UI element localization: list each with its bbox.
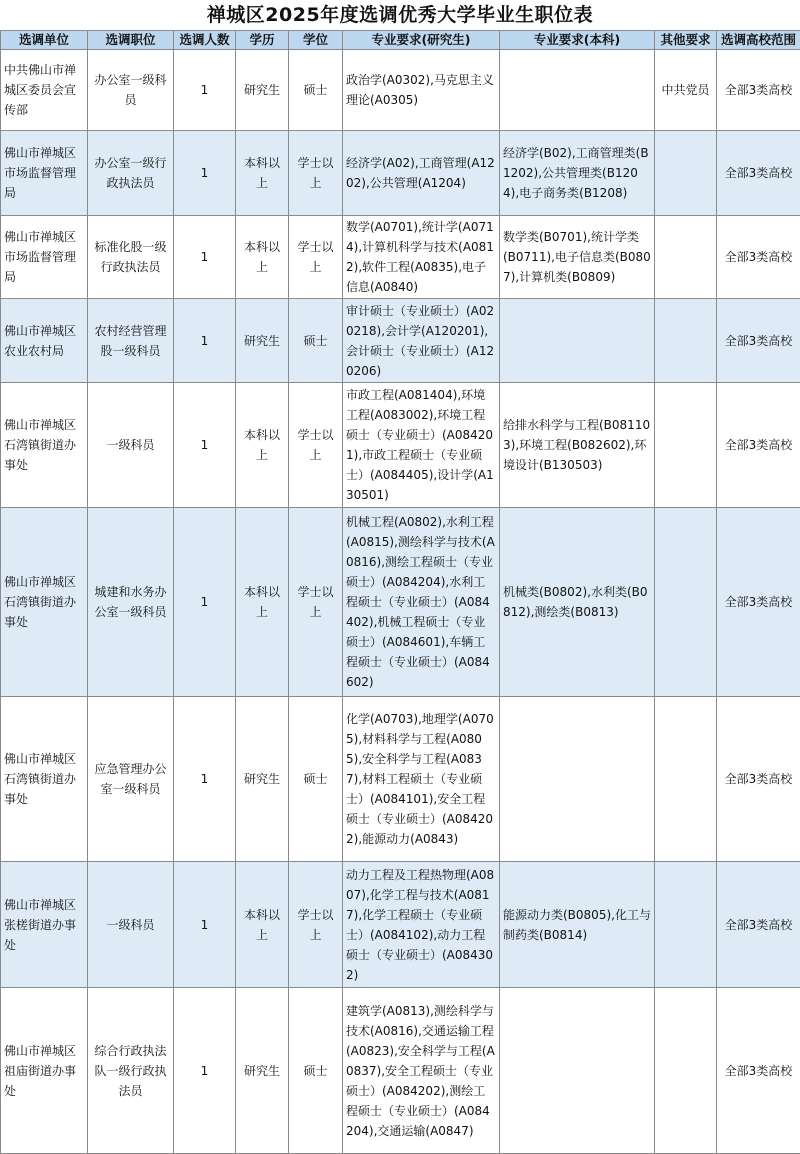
cell-other: [655, 383, 717, 508]
cell-education: 本科以上: [236, 862, 289, 988]
page-title: 禅城区2025年度选调优秀大学毕业生职位表: [0, 0, 800, 30]
cell-degree: 硕士: [289, 988, 343, 1154]
cell-count: 1: [174, 697, 236, 862]
cell-major-ug: 经济学(B02),工商管理类(B1202),公共管理类(B1204),电子商务类(B1208): [500, 131, 655, 216]
cell-other: [655, 216, 717, 299]
cell-education: 本科以上: [236, 508, 289, 697]
cell-degree: 学士以上: [289, 383, 343, 508]
cell-other: [655, 988, 717, 1154]
table-row: [1, 988, 800, 1154]
cell-schools: 全部3类高校: [717, 988, 800, 1154]
cell-degree: 硕士: [289, 697, 343, 862]
cell-count: 1: [174, 508, 236, 697]
cell-other: [655, 508, 717, 697]
cell-education: 研究生: [236, 50, 289, 131]
cell-unit: 佛山市禅城区市场监督管理局: [1, 216, 88, 299]
cell-position: 农村经营管理股一级科员: [88, 299, 174, 383]
cell-major-grad: 市政工程(A081404),环境工程(A083002),环境工程硕士（专业硕士）(A084201),市政工程硕士（专业硕士）(A084405),设计学(A130501): [343, 383, 500, 508]
cell-schools: 全部3类高校: [717, 862, 800, 988]
cell-degree: 学士以上: [289, 131, 343, 216]
cell-schools: 全部3类高校: [717, 50, 800, 131]
cell-education: 本科以上: [236, 383, 289, 508]
cell-education: 本科以上: [236, 216, 289, 299]
cell-unit: 佛山市禅城区石湾镇街道办事处: [1, 383, 88, 508]
cell-schools: 全部3类高校: [717, 216, 800, 299]
cell-schools: 全部3类高校: [717, 383, 800, 508]
header-major-ug: 专业要求(本科): [500, 31, 655, 50]
cell-other: [655, 697, 717, 862]
cell-count: 1: [174, 131, 236, 216]
cell-position: 应急管理办公室一级科员: [88, 697, 174, 862]
cell-position: 综合行政执法队一级行政执法员: [88, 988, 174, 1154]
cell-unit: 中共佛山市禅城区委员会宣传部: [1, 50, 88, 131]
cell-major-grad: 动力工程及工程热物理(A0807),化学工程与技术(A0817),化学工程硕士（专业硕士）(A084102),动力工程硕士（专业硕士）(A084302): [343, 862, 500, 988]
header-position: 选调职位: [88, 31, 174, 50]
header-other: 其他要求: [655, 31, 717, 50]
cell-major-grad: 政治学(A0302),马克思主义理论(A0305): [343, 50, 500, 131]
table-row: [1, 862, 800, 988]
cell-major-grad: 建筑学(A0813),测绘科学与技术(A0816),交通运输工程(A0823),安全科学与工程(A0837),安全工程硕士（专业硕士）(A084202),测绘工程硕士（专业硕士）(A084204),交通运输(A0847): [343, 988, 500, 1154]
cell-count: 1: [174, 988, 236, 1154]
header-schools: 选调高校范围: [717, 31, 800, 50]
cell-major-ug: 数学类(B0701),统计学类(B0711),电子信息类(B0807),计算机类(B0809): [500, 216, 655, 299]
cell-count: 1: [174, 862, 236, 988]
cell-unit: 佛山市禅城区石湾镇街道办事处: [1, 508, 88, 697]
cell-major-ug: [500, 299, 655, 383]
header-education: 学历: [236, 31, 289, 50]
cell-education: 研究生: [236, 988, 289, 1154]
cell-major-ug: [500, 697, 655, 862]
cell-count: 1: [174, 383, 236, 508]
header-major-grad: 专业要求(研究生): [343, 31, 500, 50]
table-row: [1, 50, 800, 131]
cell-unit: 佛山市禅城区石湾镇街道办事处: [1, 697, 88, 862]
cell-position: 办公室一级科员: [88, 50, 174, 131]
cell-count: 1: [174, 216, 236, 299]
cell-major-grad: 机械工程(A0802),水利工程(A0815),测绘科学与技术(A0816),测绘工程硕士（专业硕士）(A084204),水利工程硕士（专业硕士）(A084402),机械工程硕士（专业硕士）(A084601),车辆工程硕士（专业硕士）(A084602): [343, 508, 500, 697]
cell-degree: 学士以上: [289, 862, 343, 988]
table-row: [1, 216, 800, 299]
table-row: [1, 299, 800, 383]
cell-degree: 硕士: [289, 299, 343, 383]
cell-major-grad: 数学(A0701),统计学(A0714),计算机科学与技术(A0812),软件工程(A0835),电子信息(A0840): [343, 216, 500, 299]
table-row: [1, 508, 800, 697]
cell-major-grad: 化学(A0703),地理学(A0705),材料科学与工程(A0805),安全科学与工程(A0837),材料工程硕士（专业硕士）(A084101),安全工程硕士（专业硕士）(A084202),能源动力(A0843): [343, 697, 500, 862]
cell-degree: 学士以上: [289, 508, 343, 697]
cell-schools: 全部3类高校: [717, 697, 800, 862]
cell-education: 研究生: [236, 299, 289, 383]
cell-schools: 全部3类高校: [717, 299, 800, 383]
cell-major-ug: 能源动力类(B0805),化工与制药类(B0814): [500, 862, 655, 988]
cell-major-ug: 给排水科学与工程(B081103),环境工程(B082602),环境设计(B130503): [500, 383, 655, 508]
cell-major-ug: 机械类(B0802),水利类(B0812),测绘类(B0813): [500, 508, 655, 697]
cell-major-grad: 经济学(A02),工商管理(A1202),公共管理(A1204): [343, 131, 500, 216]
header-unit: 选调单位: [1, 31, 88, 50]
cell-schools: 全部3类高校: [717, 131, 800, 216]
cell-count: 1: [174, 299, 236, 383]
cell-major-grad: 审计硕士（专业硕士）(A020218),会计学(A120201),会计硕士（专业硕士）(A120206): [343, 299, 500, 383]
cell-other: [655, 131, 717, 216]
cell-degree: 学士以上: [289, 216, 343, 299]
cell-unit: 佛山市禅城区市场监督管理局: [1, 131, 88, 216]
cell-position: 一级科员: [88, 383, 174, 508]
cell-unit: 佛山市禅城区祖庙街道办事处: [1, 988, 88, 1154]
cell-schools: 全部3类高校: [717, 508, 800, 697]
table-row: [1, 383, 800, 508]
cell-unit: 佛山市禅城区张槎街道办事处: [1, 862, 88, 988]
table-row: [1, 697, 800, 862]
cell-education: 研究生: [236, 697, 289, 862]
cell-unit: 佛山市禅城区农业农村局: [1, 299, 88, 383]
cell-major-ug: [500, 988, 655, 1154]
cell-major-ug: [500, 50, 655, 131]
positions-table: [0, 30, 800, 1154]
cell-other: [655, 862, 717, 988]
cell-position: 标准化股一级行政执法员: [88, 216, 174, 299]
cell-other: [655, 299, 717, 383]
header-count: 选调人数: [174, 31, 236, 50]
cell-count: 1: [174, 50, 236, 131]
cell-degree: 硕士: [289, 50, 343, 131]
table-row: [1, 131, 800, 216]
table-header-row: [1, 31, 800, 50]
cell-position: 一级科员: [88, 862, 174, 988]
cell-position: 城建和水务办公室一级科员: [88, 508, 174, 697]
cell-other: 中共党员: [655, 50, 717, 131]
cell-position: 办公室一级行政执法员: [88, 131, 174, 216]
header-degree: 学位: [289, 31, 343, 50]
cell-education: 本科以上: [236, 131, 289, 216]
